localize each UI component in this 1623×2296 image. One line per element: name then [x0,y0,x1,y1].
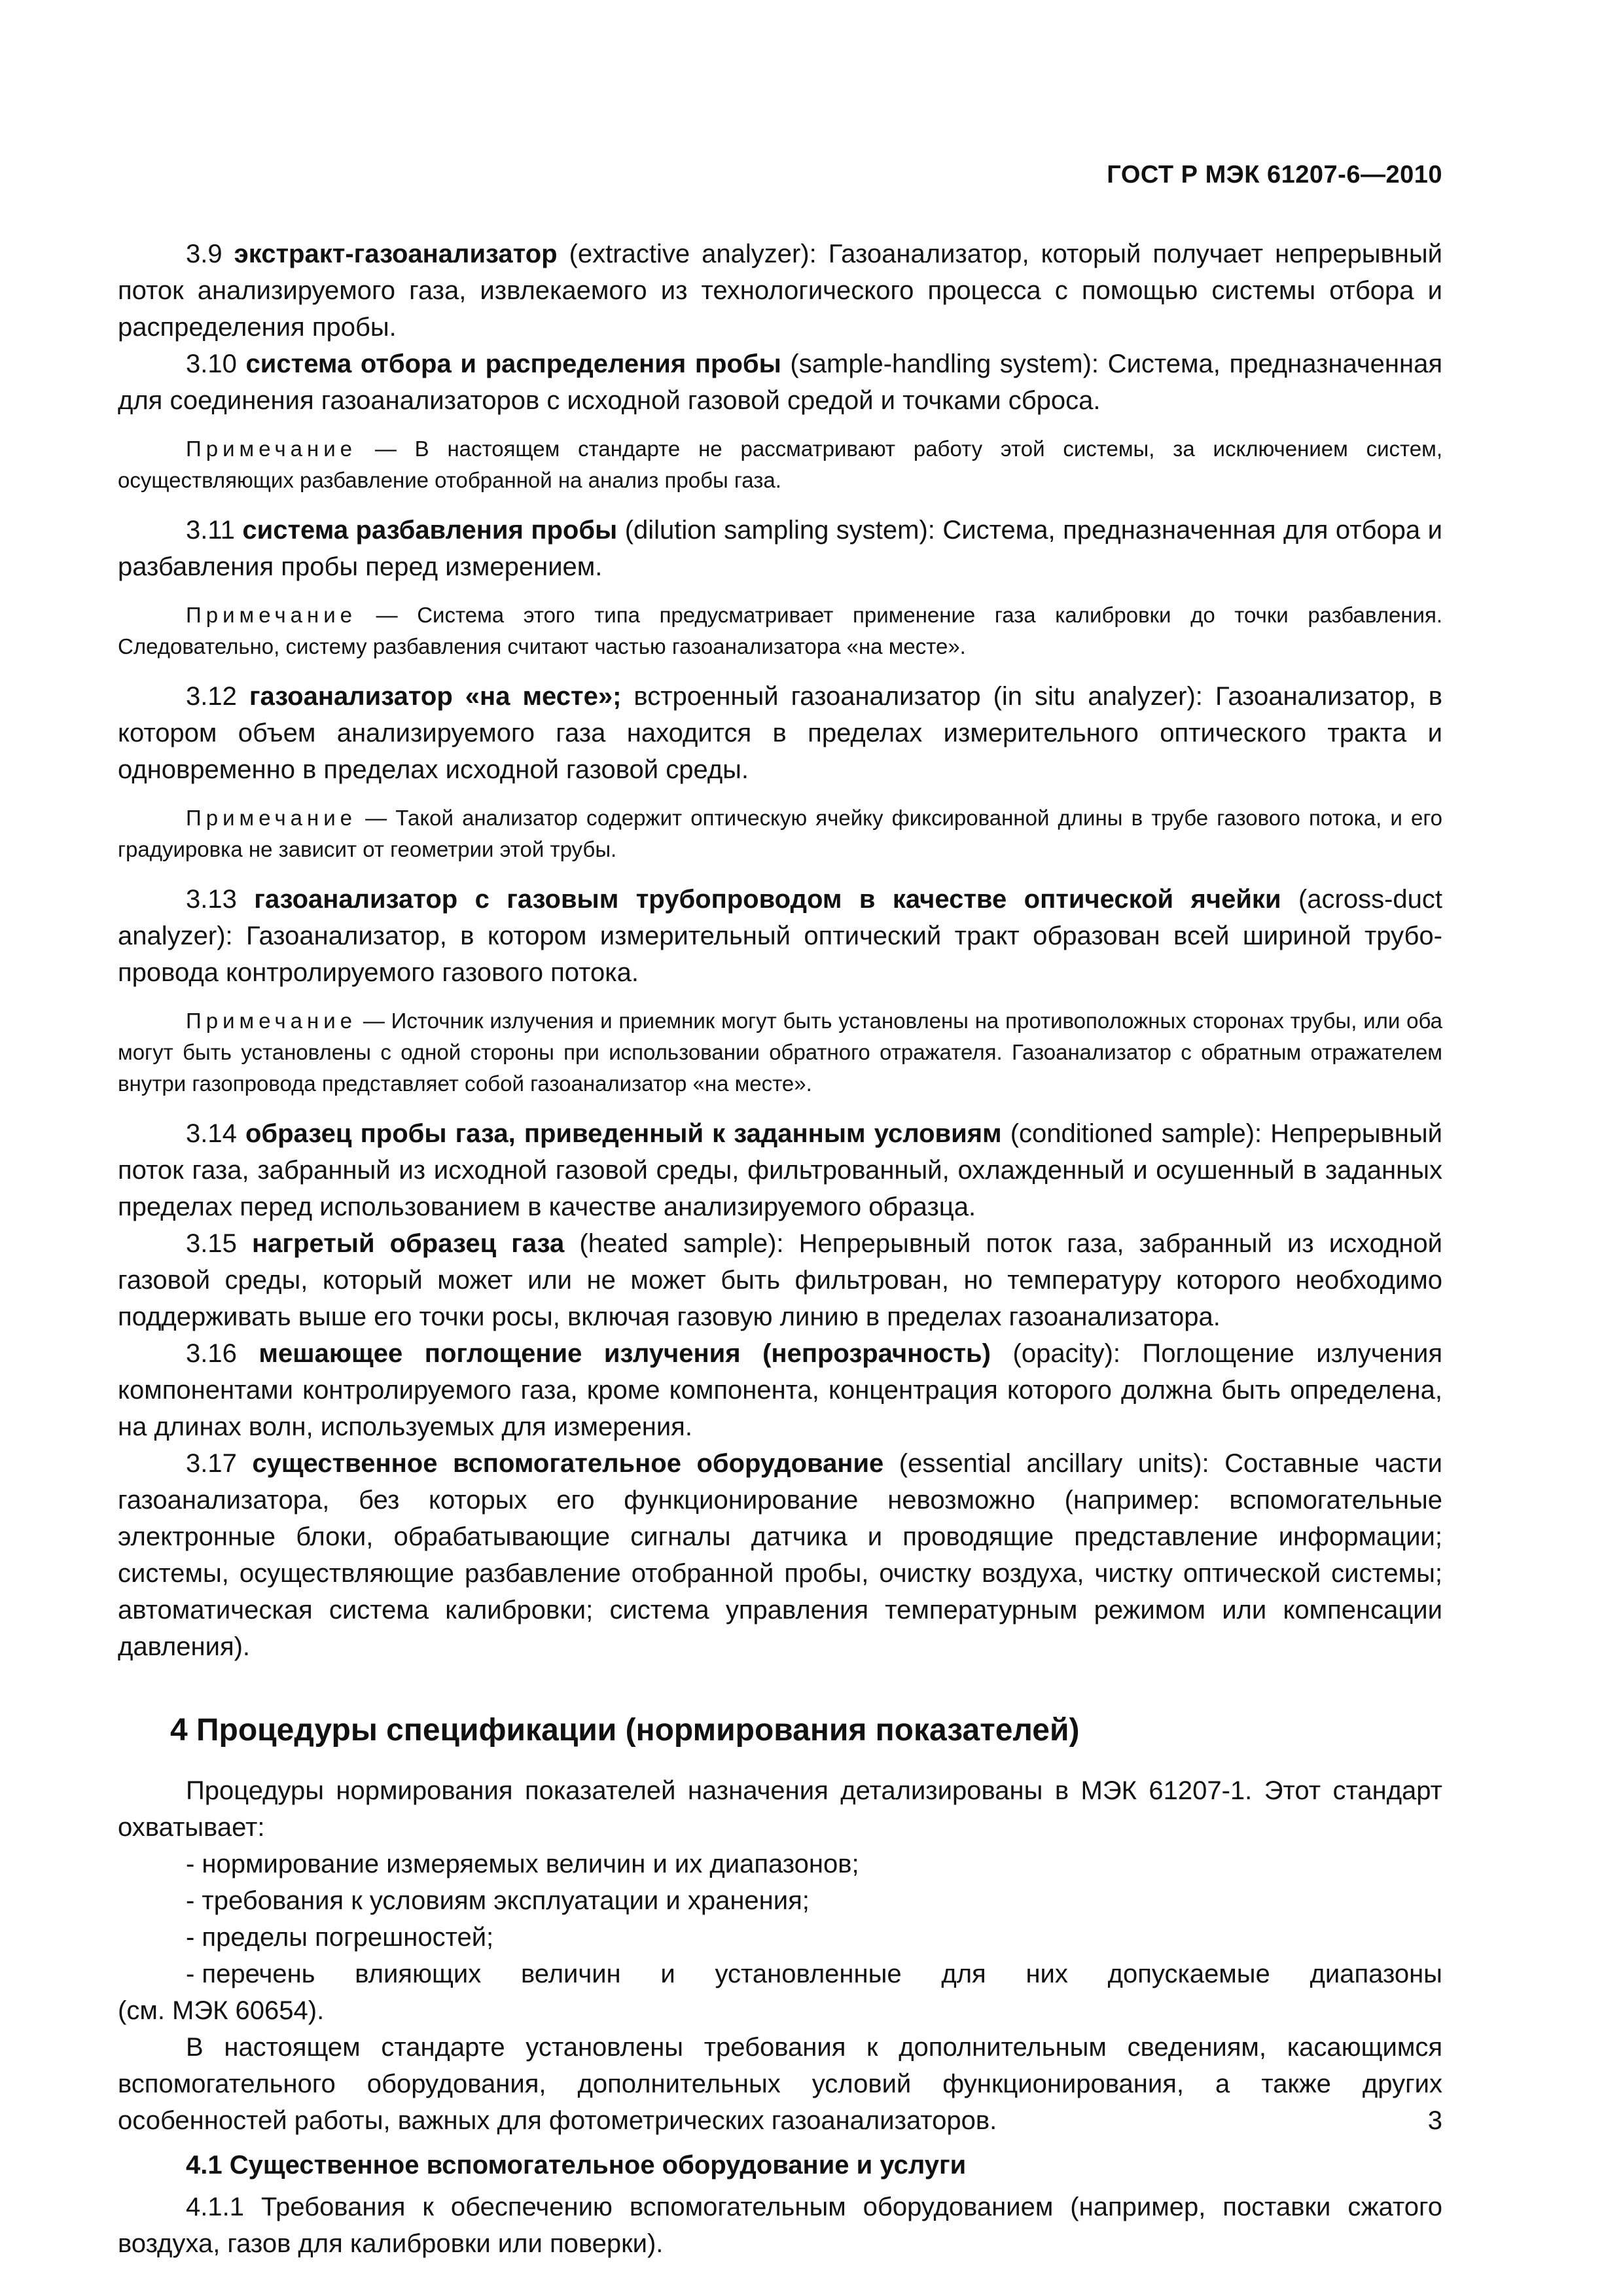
definition-3-12 [118,678,1442,788]
entry-number: 3.13 [186,885,237,914]
word: установленные [715,1960,902,1988]
entry-number: 3.11 [186,516,235,545]
list-item-continuation: (см. МЭК 60654). [118,1996,325,2025]
entry-number: 3.9 [186,240,223,268]
list-item: - пределы погрешностей; [186,1923,494,1952]
word: для [941,1960,986,1988]
note-2 [118,600,1442,662]
note-label: Примечание [186,437,357,461]
entry-number: 3.10 [186,350,237,378]
list-item-spread [118,1956,1442,1992]
entry-number: 3.17 [186,1449,237,1478]
term: нагретый образец газа [251,1229,565,1258]
note-text: — В настоящем стандарте не рассматривают работу этой системы, за исключением систем, осуществляющих разбавление отобранной на анализ пробы газа. [118,437,1442,492]
section-4-intro: Процедуры нормирования показателей назначения детализированы в МЭК 61207-1. Этот стандарт охватывает: [118,1776,1442,1842]
definition-3-13 [118,881,1442,991]
note-4 [118,1005,1442,1100]
term: система отбора и распределения пробы [245,350,781,378]
definition-3-10 [118,346,1442,419]
definition-3-16 [118,1335,1442,1445]
term: образец пробы газа, приведенный к заданным условиям [245,1119,1002,1148]
note-text: — Система этого типа предусматривает применение газа калибровки до точки разбавления. Следовательно, систему разбавления считают частью газоанализатора «на месте». [118,603,1442,658]
definition-3-17 [118,1445,1442,1665]
term: экстракт-газоанализатор [234,240,558,268]
note-text: — Такой анализатор содержит оптическую ячейку фиксированной длины в трубе газового потока, и его градуировка не зависит от геометрии этой трубы. [118,806,1442,861]
definition-text: (heated sample): Непрерывный поток газа, забранный из исходной газовой среды, который может или не может быть фильтрован, но температуру которого необходимо поддерживать выше его точки росы, включая газовую линию в пределах газоанализатора. [118,1229,1442,1331]
definition-text: (opacity): Поглощение излучения компонентами контролируемого газа, кроме компонента, концентрация которого должна быть определена, на длинах волн, используемых для измерения. [118,1339,1442,1441]
document-code-header: ГОСТ Р МЭК 61207-6—2010 [1107,161,1442,188]
word: диапазоны [1310,1960,1442,1988]
definition-text: (essential ancillary units): Составные части газоанализатора, без которых его функционирование невозможно (например: вспомогательные электронные блоки, обрабатывающие сигналы датчика и проводящие представление информации; системы, осуществляющие разбавление отобранной пробы, очистку воздуха, чистку оптической системы; автоматическая система калибровки; система управления температурным режимом или компенсации давления). [118,1449,1442,1661]
word: - перечень [186,1960,315,1988]
term: газоанализатор «на месте»; [249,682,622,711]
note-label: Примечание [186,1009,357,1033]
term: существенное вспомогательное оборудование [252,1449,884,1478]
term: мешающее поглощение излучения (непрозрачность) [259,1339,991,1368]
subsection-4-1-title: 4.1 Существенное вспомогательное оборудование и услуги [186,2151,967,2179]
word: влияющих [355,1960,482,1988]
definition-3-11 [118,512,1442,585]
definition-3-9 [118,236,1442,346]
note-label: Примечание [186,806,357,830]
definition-text: (across-duct analyzer): Газоанализатор, в котором измерительный оптический тракт образован всей шириной трубо-провода контролируемого газового потока. [118,885,1443,987]
list-item: - требования к условиям эксплуатации и хранения; [186,1886,810,1915]
list-item: - нормирование измеряемых величин и их диапазонов; [186,1850,859,1878]
word: и [660,1960,675,1988]
entry-number: 3.15 [186,1229,237,1258]
definition-text: (extractive analyzer): Газоанализатор, который получает непрерывный поток анализируемого газа, извлекаемого из технологического процесса с помощью системы отбора и распределения пробы. [118,240,1442,342]
word: допускаемые [1107,1960,1270,1988]
entry-number: 3.12 [186,682,237,711]
note-3 [118,802,1442,865]
word: них [1026,1960,1068,1988]
page-number: 3 [1427,2106,1442,2135]
page-content [118,236,1442,2262]
definition-text: (dilution sampling system): Система, предназначенная для отбора и разбавления пробы перед измерением. [118,516,1442,581]
section-4-title: 4 Процедуры спецификации (нормирования показателей) [170,1713,1080,1748]
definition-text: встроенный газоанализатор (in situ analyzer): Газоанализатор, в котором объем анализируемого газа находится в пределах измерительного оптического тракта и одновременно в пределах исходной газовой среды. [118,682,1442,784]
entry-number: 3.16 [186,1339,237,1368]
entry-number: 3.14 [186,1119,237,1148]
definition-3-14 [118,1115,1442,1225]
word: величин [520,1960,621,1988]
term: газоанализатор с газовым трубопроводом в качестве оптической ячейки [254,885,1281,914]
term: система разбавления пробы [242,516,618,545]
note-text: — Источник излучения и приемник могут быть установлены на противоположных сторонах трубы, или оба могут быть установлены с одной стороны при использовании обратного отражателя. Газоанализатор с обратным отражателем внутри газопровода представляет собой газоанализатор «на месте». [118,1009,1442,1096]
definition-text: (conditioned sample): Непрерывный поток газа, забранный из исходной газовой среды, фильтрованный, охлажденный и осушенный в заданных пределах перед использованием в качестве анализируемого образца. [118,1119,1442,1221]
section-4-paragraph: В настоящем стандарте установлены требования к дополнительным сведениям, касающимся вспомогательного оборудования, дополнительных условий функционирования, а также других особенностей работы, важных для фотометрических газоанализаторов. [118,2033,1442,2135]
definition-3-15 [118,1225,1442,1335]
note-1 [118,433,1442,496]
note-label: Примечание [186,603,357,627]
definition-text: (sample-handling system): Система, предназначенная для соединения газоанализаторов с исходной газовой средой и точками сброса. [118,350,1443,415]
subsection-4-1-1: 4.1.1 Требования к обеспечению вспомогательным оборудованием (например, поставки сжатого воздуха, газов для калибровки или поверки). [118,2193,1442,2258]
